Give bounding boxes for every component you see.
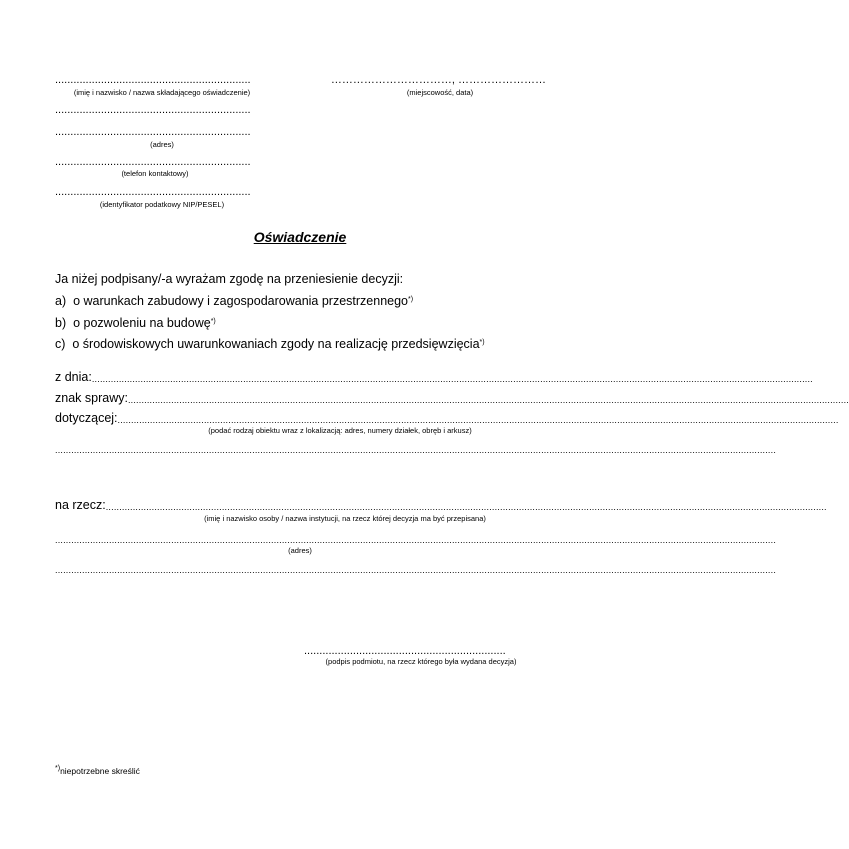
date-label: z dnia: (55, 370, 92, 384)
place-date-caption: (miejscowość, data) (406, 88, 474, 97)
taxid-caption: (identyfikator podatkowy NIP/PESEL) (99, 200, 225, 209)
document-title: Oświadczenie (253, 229, 347, 245)
footnote-text: niepotrzebne skreślić (60, 766, 140, 776)
option-c-text: o środowiskowych uwarunkowaniach zgody na realizację przedsięwzięcia (72, 337, 480, 351)
applicant-address-caption: (adres) (150, 140, 174, 149)
concerning-extra-dots: ........................................................................................................................................................................................................................................................................... (55, 445, 777, 455)
option-c (55, 337, 485, 352)
beneficiary-dots: ........................................................................................................................................................................................................................................................................... (105, 502, 827, 512)
option-a (55, 294, 413, 309)
concerning-dots: ........................................................................................................................................................................................................................................................................... (117, 415, 839, 425)
option-b-marker: b) (55, 316, 67, 330)
phone-caption: (telefon kontaktowy) (121, 169, 189, 178)
applicant-address-line: ................................................................ (55, 126, 251, 138)
concerning-label: dotyczącej: (55, 411, 118, 425)
beneficiary-address-caption: (adres) (288, 546, 312, 555)
beneficiary-address-dots: ........................................................................................................................................................................................................................................................................... (55, 535, 777, 545)
signature-line: .................................................................. (304, 645, 506, 657)
date-dots: ........................................................................................................................................................................................................................................................................... (91, 374, 813, 384)
concerning-field (55, 411, 839, 426)
signature-caption: (podpis podmiotu, na rzecz którego była wydana decyzja) (325, 657, 517, 666)
option-b (55, 316, 216, 331)
case-field (55, 391, 849, 406)
beneficiary-extra-line (55, 564, 777, 576)
beneficiary-extra-dots: ........................................................................................................................................................................................................................................................................... (55, 565, 777, 575)
applicant-name-line: ................................................................ (55, 74, 251, 86)
applicant-name-caption: (imię i nazwisko / nazwa składającego oświadczenie) (73, 88, 251, 97)
intro-text: Ja niżej podpisany/-a wyrażam zgodę na przeniesienie decyzji: (55, 272, 404, 286)
beneficiary-field (55, 498, 827, 513)
taxid-line: ................................................................ (55, 186, 251, 198)
concerning-caption: (podać rodzaj obiektu wraz z lokalizacją: adres, numery działek, obręb i arkusz) (208, 426, 472, 435)
option-c-note: *) (479, 339, 485, 346)
beneficiary-address-line (55, 534, 777, 546)
date-field (55, 370, 813, 385)
phone-line: ................................................................ (55, 156, 251, 168)
applicant-extra-line: ................................................................ (55, 104, 251, 116)
beneficiary-caption: (imię i nazwisko osoby / nazwa instytucji, na rzecz której decyzja ma być przepisana) (204, 514, 486, 523)
option-b-text: o pozwoleniu na budowę (73, 316, 211, 330)
option-a-note: *) (408, 296, 414, 303)
footnote (55, 766, 140, 776)
concerning-extra-line (55, 444, 777, 456)
footnote-mark: *) (55, 765, 61, 772)
option-a-marker: a) (55, 294, 67, 308)
case-dots: ........................................................................................................................................................................................................................................................................... (127, 395, 849, 405)
option-c-marker: c) (55, 337, 66, 351)
option-b-note: *) (210, 318, 216, 325)
place-date-line: ……………………………, …………………… (330, 74, 546, 86)
beneficiary-label: na rzecz: (55, 498, 106, 512)
case-label: znak sprawy: (55, 391, 128, 405)
option-a-text: o warunkach zabudowy i zagospodarowania przestrzennego (73, 294, 409, 308)
